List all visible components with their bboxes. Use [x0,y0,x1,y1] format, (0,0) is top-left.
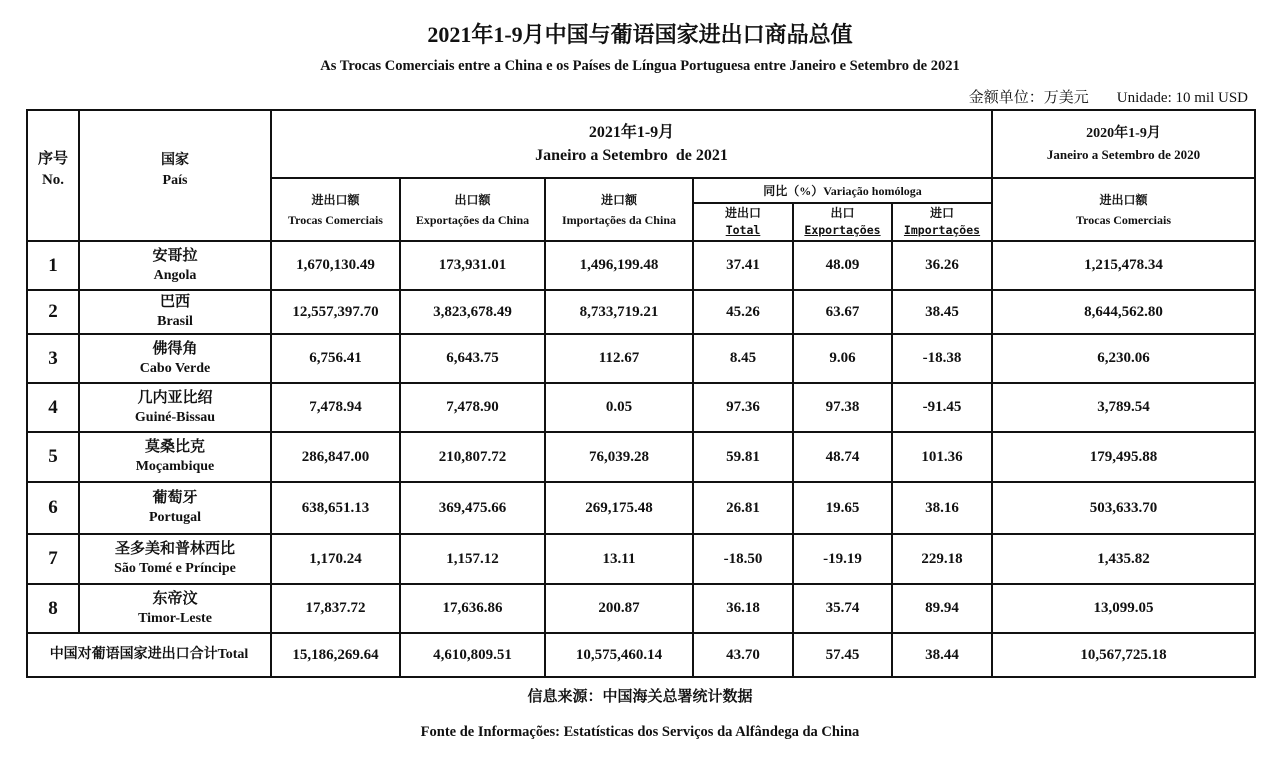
unit-zh: 金额单位：万美元 [968,90,1089,106]
cell-var-imp: -91.45 [892,383,992,432]
cell-var-imp: 38.45 [892,290,992,334]
cell-var-imp: 229.18 [892,534,992,584]
cell-var-total: 97.36 [693,383,793,432]
cell-var-exp: 19.65 [793,482,892,534]
cell-exports: 7,478.90 [400,383,545,432]
cell-trade: 17,837.72 [271,584,400,633]
cell-imports: 0.05 [545,383,693,432]
cell-trade2020: 179,495.88 [992,432,1255,482]
cell-trade: 286,847.00 [271,432,400,482]
header-variation: 同比（%）Variação homóloga [693,178,992,203]
cell-trade: 638,651.13 [271,482,400,534]
total-var-total: 43.70 [693,633,793,677]
header-trade [271,178,400,241]
country-name-pt: São Tomé e Príncipe [114,561,236,576]
total-var-exp: 57.45 [793,633,892,677]
cell-exports: 210,807.72 [400,432,545,482]
country-name-zh: 巴西 [159,294,190,310]
header-exports-zh: 出口额 [454,192,491,207]
country-cell [79,290,271,334]
cell-trade2020: 1,215,478.34 [992,241,1255,290]
country-name-zh: 东帝汶 [152,590,198,607]
cell-imports: 269,175.48 [545,482,693,534]
total-trade-2020: 10,567,725.18 [992,633,1255,677]
cell-trade2020: 503,633.70 [992,482,1255,534]
cell-var-total: 8.45 [693,334,793,383]
header-country [79,110,271,241]
header-imports [545,178,693,241]
table-row [27,241,1255,290]
cell-var-exp: 97.38 [793,383,892,432]
header-trade-2020 [992,178,1255,241]
row-number: 5 [27,432,79,482]
country-name-pt: Timor-Leste [138,610,212,626]
table-row [27,482,1255,534]
header-exports [400,178,545,241]
cell-var-total: 45.26 [693,290,793,334]
header-no-pt: No. [41,172,65,188]
cell-var-total: 36.18 [693,584,793,633]
cell-var-imp: 89.94 [892,584,992,633]
country-name-pt: Brasil [157,314,193,329]
row-number: 8 [27,584,79,633]
source-zh: 信息来源：中国海关总署统计数据 [527,689,753,705]
cell-exports: 3,823,678.49 [400,290,545,334]
header-trade-2020-pt: Trocas Comerciais [1076,212,1171,227]
row-number: 4 [27,383,79,432]
unit-label [941,86,1248,107]
total-label: 中国对葡语国家进出口合计Total [27,633,271,677]
cell-imports: 200.87 [545,584,693,633]
table-row [27,584,1255,633]
header-var-exp-pt: Exportações [804,223,881,237]
cell-var-exp: 35.74 [793,584,892,633]
header-var-total [693,203,793,241]
header-trade-2020-zh: 进出口额 [1099,192,1148,207]
table-row [27,290,1255,334]
cell-var-exp: 48.09 [793,241,892,290]
country-cell [79,334,271,383]
country-name-zh: 葡萄牙 [152,490,198,506]
header-imports-zh: 进口额 [600,192,637,207]
header-period-2021 [271,110,992,178]
country-name-pt: Cabo Verde [139,360,211,376]
cell-var-imp: 38.16 [892,482,992,534]
country-name-zh: 莫桑比克 [144,439,205,455]
header-var-exp-zh: 出口 [830,206,855,220]
country-name-pt: Angola [153,267,197,283]
row-number: 6 [27,482,79,534]
cell-trade2020: 1,435.82 [992,534,1255,584]
header-var-imp [892,203,992,241]
header-var-exp [793,203,892,241]
country-cell [79,482,271,534]
cell-var-total: 37.41 [693,241,793,290]
cell-var-total: -18.50 [693,534,793,584]
cell-exports: 173,931.01 [400,241,545,290]
total-var-imp: 38.44 [892,633,992,677]
row-number: 1 [27,241,79,290]
cell-imports: 76,039.28 [545,432,693,482]
unit-pt: Unidade: 10 mil USD [1116,90,1248,106]
cell-var-exp: -19.19 [793,534,892,584]
header-imports-pt: Importações da China [561,212,676,227]
country-name-pt: Guiné-Bissau [134,409,216,425]
cell-trade: 1,670,130.49 [271,241,400,290]
cell-var-exp: 9.06 [793,334,892,383]
cell-var-total: 59.81 [693,432,793,482]
table-row [27,383,1255,432]
header-country-pt: País [162,173,188,188]
header-no-zh: 序号 [37,151,68,167]
country-cell [79,584,271,633]
cell-trade2020: 13,099.05 [992,584,1255,633]
cell-imports: 13.11 [545,534,693,584]
row-number: 3 [27,334,79,383]
header-exports-pt: Exportações da China [415,212,530,227]
trade-table [26,109,1256,678]
header-period-2021-zh: 2021年1-9月 [588,124,675,141]
cell-var-total: 26.81 [693,482,793,534]
country-name-zh: 圣多美和普林西比 [114,541,235,557]
cell-trade: 12,557,397.70 [271,290,400,334]
total-exports: 4,610,809.51 [400,633,545,677]
total-imports: 10,575,460.14 [545,633,693,677]
page-subtitle: As Trocas Comerciais entre a China e os Países de Língua Portuguesa entre Janeiro e Setembro de 2021 [320,58,960,74]
cell-trade2020: 6,230.06 [992,334,1255,383]
country-name-pt: Portugal [148,510,202,525]
source-pt: Fonte de Informações: Estatísticas dos Serviços da Alfândega da China [420,724,860,740]
cell-var-exp: 48.74 [793,432,892,482]
header-var-total-zh: 进出口 [724,206,761,220]
table-row [27,534,1255,584]
cell-var-imp: -18.38 [892,334,992,383]
country-name-zh: 几内亚比绍 [137,389,213,406]
country-name-pt: Moçambique [135,459,215,474]
cell-exports: 17,636.86 [400,584,545,633]
header-trade-zh: 进出口额 [311,192,360,207]
header-var-imp-pt: Importações [903,223,981,237]
header-period-2021-pt: Janeiro a Setembro de 2021 [535,147,728,164]
total-trade: 15,186,269.64 [271,633,400,677]
cell-imports: 8,733,719.21 [545,290,693,334]
cell-exports: 6,643.75 [400,334,545,383]
cell-var-imp: 101.36 [892,432,992,482]
cell-imports: 112.67 [545,334,693,383]
table-row [27,334,1255,383]
header-period-2020-pt: Janeiro a Setembro de 2020 [1046,147,1201,162]
cell-exports: 369,475.66 [400,482,545,534]
cell-trade2020: 8,644,562.80 [992,290,1255,334]
table-row [27,432,1255,482]
total-row [27,633,1255,677]
cell-trade: 7,478.94 [271,383,400,432]
cell-exports: 1,157.12 [400,534,545,584]
country-cell [79,383,271,432]
cell-trade: 1,170.24 [271,534,400,584]
header-period-2020-zh: 2020年1-9月 [1086,126,1161,141]
header-country-zh: 国家 [161,153,189,168]
cell-trade2020: 3,789.54 [992,383,1255,432]
country-cell [79,241,271,290]
cell-trade: 6,756.41 [271,334,400,383]
header-period-2020 [992,110,1255,178]
cell-var-exp: 63.67 [793,290,892,334]
header-var-imp-zh: 进口 [930,206,955,220]
header-no [27,110,79,241]
header-var-total-pt: Total [725,223,761,237]
country-name-zh: 佛得角 [152,340,198,357]
page-title: 2021年1-9月中国与葡语国家进出口商品总值 [427,22,853,47]
country-cell [79,534,271,584]
country-name-zh: 安哥拉 [152,247,198,264]
country-cell [79,432,271,482]
header-trade-pt: Trocas Comerciais [288,212,383,227]
row-number: 2 [27,290,79,334]
cell-var-imp: 36.26 [892,241,992,290]
cell-imports: 1,496,199.48 [545,241,693,290]
row-number: 7 [27,534,79,584]
